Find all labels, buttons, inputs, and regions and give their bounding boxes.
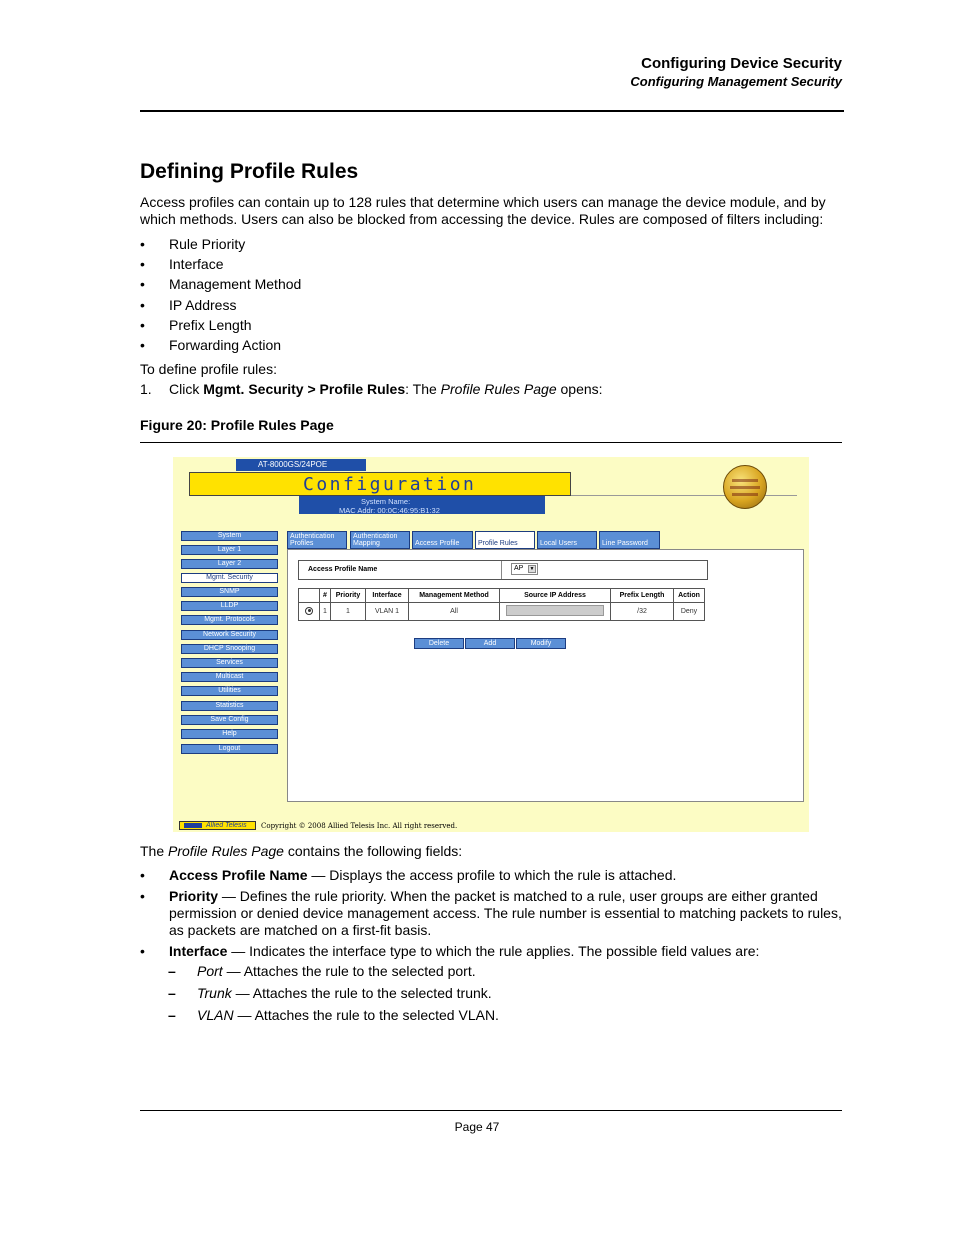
nav-statistics[interactable]: Statistics (181, 701, 278, 711)
access-profile-row (298, 560, 708, 580)
cell-interface: VLAN 1 (366, 603, 409, 621)
row-select-radio[interactable] (299, 603, 320, 621)
tab-authentication-profiles[interactable]: Authentication Profiles (287, 531, 347, 549)
sub-list-item: – Trunk — Attaches the rule to the selected trunk. (168, 985, 492, 1001)
field-name: Interface (169, 943, 228, 959)
nav-save-config[interactable]: Save Config (181, 715, 278, 725)
delete-button[interactable]: Delete (414, 638, 464, 649)
globe-icon (723, 465, 767, 509)
figure-caption: Figure 20: Profile Rules Page (140, 417, 334, 433)
header-rule (140, 110, 844, 112)
allied-telesis-logo: Allied Telesis (179, 821, 256, 830)
col-source-ip: Source IP Address (500, 589, 611, 603)
list-item (140, 888, 842, 939)
access-profile-select[interactable]: AP ▼ (511, 563, 538, 575)
field-name: Access Profile Name (169, 867, 308, 883)
nav-logout[interactable]: Logout (181, 744, 278, 754)
step-text-pre: Click (169, 381, 204, 397)
running-header-title: Configuring Device Security (641, 55, 842, 72)
nav-mgmt-protocols[interactable]: Mgmt. Protocols (181, 615, 278, 625)
system-info-box (299, 496, 545, 514)
step-1 (140, 381, 603, 398)
filter-list (140, 236, 840, 357)
step-number: 1. (140, 381, 152, 397)
nav-services[interactable]: Services (181, 658, 278, 668)
to-define-text: To define profile rules: (140, 361, 277, 377)
chevron-down-icon: ▼ (529, 566, 535, 572)
nav-snmp[interactable]: SNMP (181, 587, 278, 597)
model-label: AT-8000GS/24POE (236, 459, 366, 471)
nav-help[interactable]: Help (181, 729, 278, 739)
step-text-post: opens: (556, 381, 603, 397)
tab-access-profile[interactable]: Access Profile (412, 531, 473, 549)
list-item: • Prefix Length (140, 317, 840, 337)
list-item: • Rule Priority (140, 236, 840, 256)
page-number: Page 47 (454, 1120, 500, 1134)
sub-list-item: – VLAN — Attaches the rule to the selected VLAN. (168, 1007, 499, 1023)
profile-rules-panel (287, 549, 804, 802)
sub-list-item: – Port — Attaches the rule to the selected port. (168, 963, 476, 979)
source-ip-field[interactable] (506, 605, 604, 616)
tab-authentication-mapping[interactable]: Authentication Mapping (350, 531, 410, 549)
figure-rule (140, 442, 842, 443)
tab-profile-rules[interactable]: Profile Rules (475, 531, 535, 549)
step-menu-path: Mgmt. Security > Profile Rules (203, 381, 406, 397)
field-name: Priority (169, 888, 219, 904)
tab-local-users[interactable]: Local Users (537, 531, 597, 549)
field-desc: — Displays the access profile to which the rule is attached. (307, 867, 677, 883)
col-action: Action (674, 589, 705, 603)
col-prefix-length: Prefix Length (611, 589, 674, 603)
table-row (299, 603, 705, 621)
list-item: • Forwarding Action (140, 337, 840, 357)
list-item (140, 867, 842, 884)
modify-button[interactable]: Modify (516, 638, 566, 649)
nav-system[interactable]: System (181, 531, 278, 541)
profile-rules-screenshot (173, 457, 809, 832)
mac-address: MAC Addr: 00:0C:46:95:B1:32 (339, 506, 440, 515)
cell-prefix: /32 (611, 603, 674, 621)
cell-method: All (409, 603, 500, 621)
fields-intro: The Profile Rules Page contains the following fields: (140, 843, 463, 859)
step-text-mid: : The (405, 381, 441, 397)
field-desc: — Defines the rule priority. When the packet is matched to a rule, user groups are either granted permission or denied device management access. The rule number is essential to matching packets to rules, as packets are matched on a first-fit basis. (169, 888, 842, 938)
section-heading: Defining Profile Rules (140, 160, 359, 183)
list-item: • Interface (140, 256, 840, 276)
list-item: • IP Address (140, 297, 840, 317)
step-page-name: Profile Rules Page (440, 381, 557, 397)
cell-source-ip (500, 603, 611, 621)
cell-priority: 1 (331, 603, 366, 621)
field-desc: — Indicates the interface type to which the rule applies. The possible field values are: (227, 943, 760, 959)
nav-mgmt-security[interactable]: Mgmt. Security (181, 573, 278, 583)
nav-lldp[interactable]: LLDP (181, 601, 278, 611)
intro-paragraph: Access profiles can contain up to 128 rules that determine which users can manage the device module, and by which methods. Users can also be blocked from accessing the device. Rules are composed of filters including: (140, 194, 826, 227)
copyright-text: Copyright © 2008 Allied Telesis Inc. All right reserved. (261, 822, 458, 830)
list-item (140, 943, 842, 960)
nav-layer-2[interactable]: Layer 2 (181, 559, 278, 569)
tab-line-password[interactable]: Line Password (599, 531, 660, 549)
col-management-method: Management Method (409, 589, 500, 603)
add-button[interactable]: Add (465, 638, 515, 649)
col-interface: Interface (366, 589, 409, 603)
cell-action: Deny (674, 603, 705, 621)
cell-number: 1 (320, 603, 331, 621)
fields-list (140, 867, 842, 964)
rules-table (298, 588, 705, 621)
col-number: # (320, 589, 331, 603)
system-name: System Name: (361, 497, 411, 506)
col-priority: Priority (331, 589, 366, 603)
nav-layer-1[interactable]: Layer 1 (181, 545, 278, 555)
configuration-title: Configuration (303, 474, 477, 495)
list-item: • Management Method (140, 276, 840, 296)
nav-utilities[interactable]: Utilities (181, 686, 278, 696)
nav-dhcp-snooping[interactable]: DHCP Snooping (181, 644, 278, 654)
nav-network-security[interactable]: Network Security (181, 630, 278, 640)
footer-rule (140, 1110, 842, 1111)
access-profile-label: Access Profile Name (308, 566, 378, 573)
running-header-subtitle: Configuring Management Security (630, 74, 842, 89)
col-select (299, 589, 320, 603)
nav-multicast[interactable]: Multicast (181, 672, 278, 682)
